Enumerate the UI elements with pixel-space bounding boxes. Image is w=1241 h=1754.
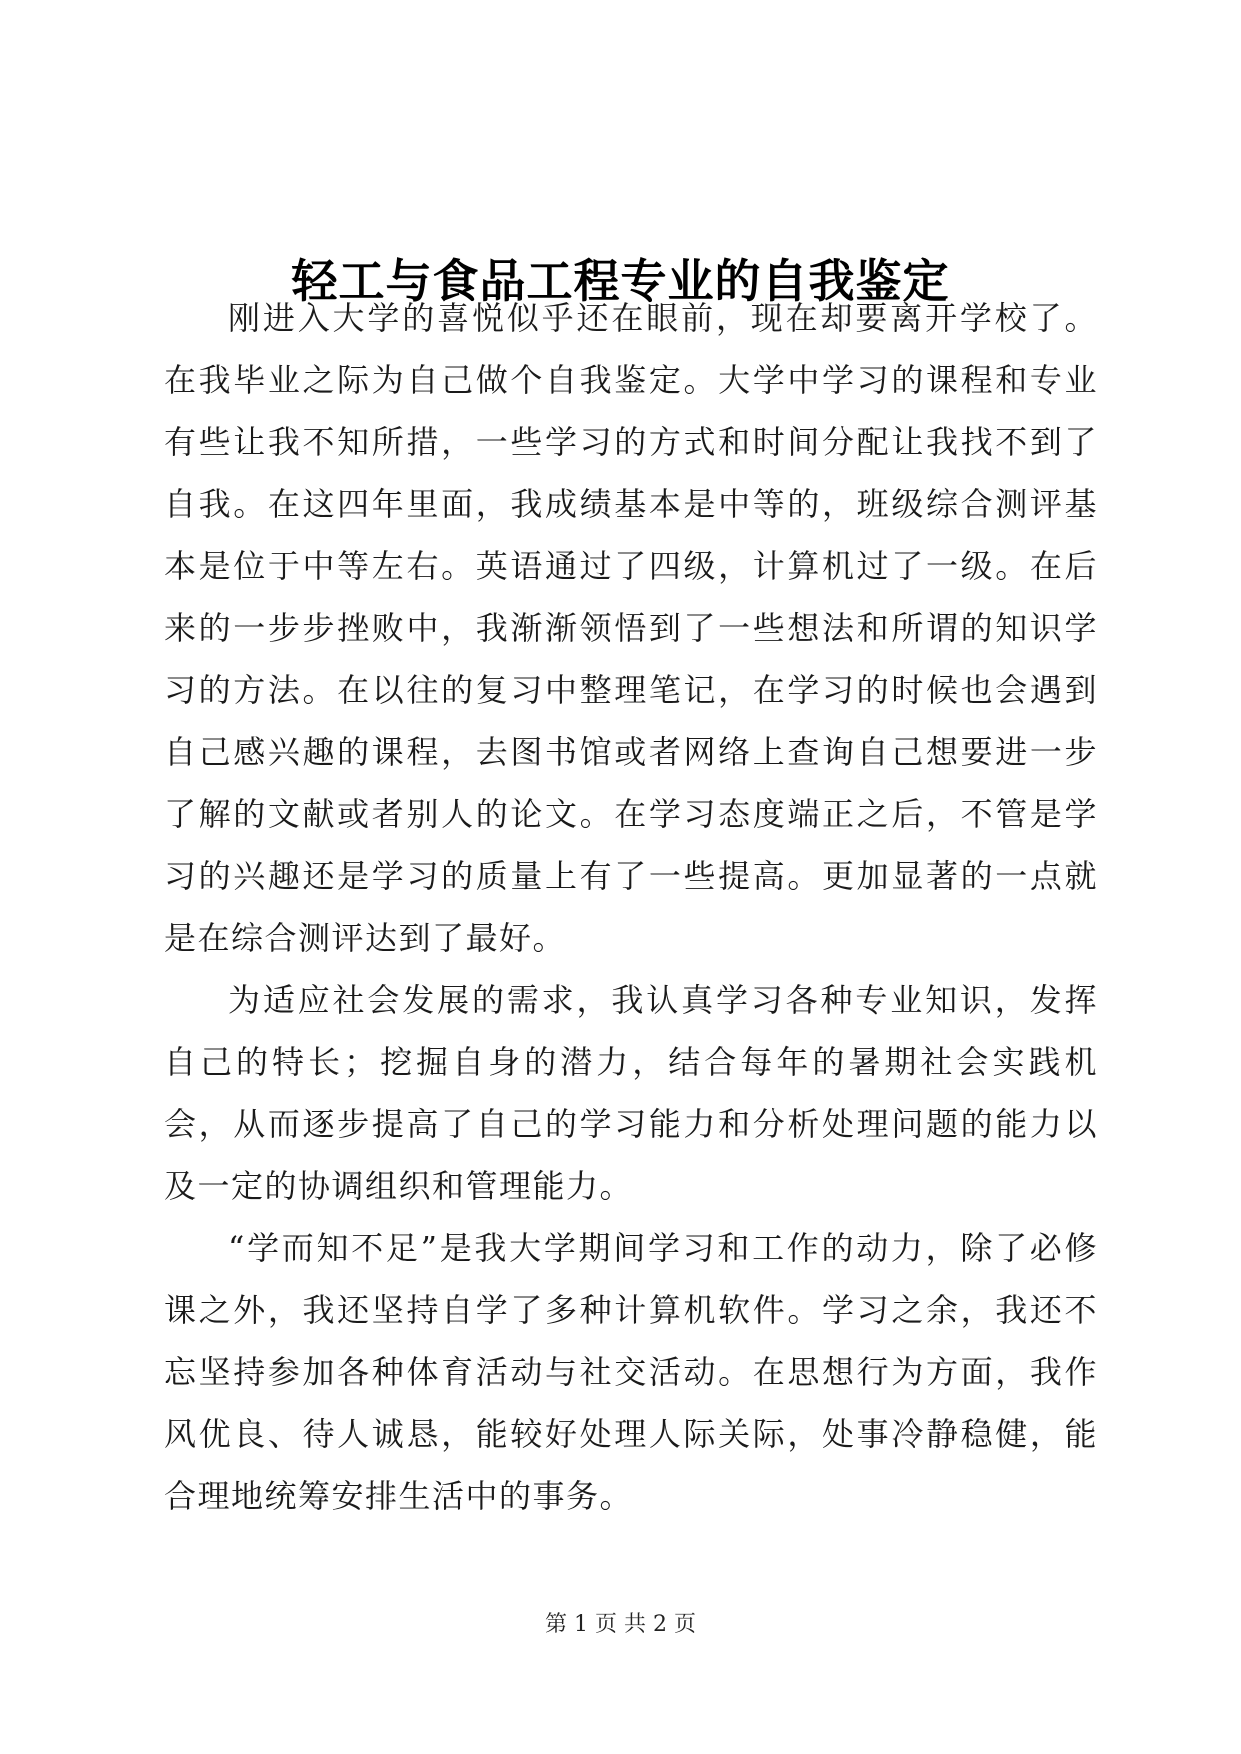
page-footer: 第 1 页 共 2 页	[545, 1612, 696, 1637]
paragraph-3: “学而知不足”是我大学期间学习和工作的动力，除了必修课之外，我还坚持自学了多种计算机软件。学习之余，我还不忘坚持参加各种体育活动与社交活动。在思想行为方面，我作风优良、待人诚恳，能较好处理人际关际，处事冷静稳健，能合理地统筹安排生活中的事务。	[164, 1229, 1098, 1515]
paragraph-2: 为适应社会发展的需求，我认真学习各种专业知识，发挥自己的特长；挖掘自身的潜力，结合每年的暑期社会实践机会，从而逐步提高了自己的学习能力和分析处理问题的能力以及一定的协调组织和管理能力。	[164, 981, 1098, 1205]
paragraph-1: 刚进入大学的喜悦似乎还在眼前，现在却要离开学校了。在我毕业之际为自己做个自我鉴定。大学中学习的课程和专业有些让我不知所措，一些学习的方式和时间分配让我找不到了自我。在这四年里面，我成绩基本是中等的，班级综合测评基本是位于中等左右。英语通过了四级，计算机过了一级。在后来的一步步挫败中，我渐渐领悟到了一些想法和所谓的知识学习的方法。在以往的复习中整理笔记，在学习的时候也会遇到自己感兴趣的课程，去图书馆或者网络上查询自己想要进一步了解的文献或者别人的论文。在学习态度端正之后，不管是学习的兴趣还是学习的质量上有了一些提高。更加显著的一点就是在综合测评达到了最好。	[164, 299, 1098, 957]
document-title: 轻工与食品工程专业的自我鉴定	[291, 253, 950, 308]
document-body	[164, 287, 1098, 1527]
